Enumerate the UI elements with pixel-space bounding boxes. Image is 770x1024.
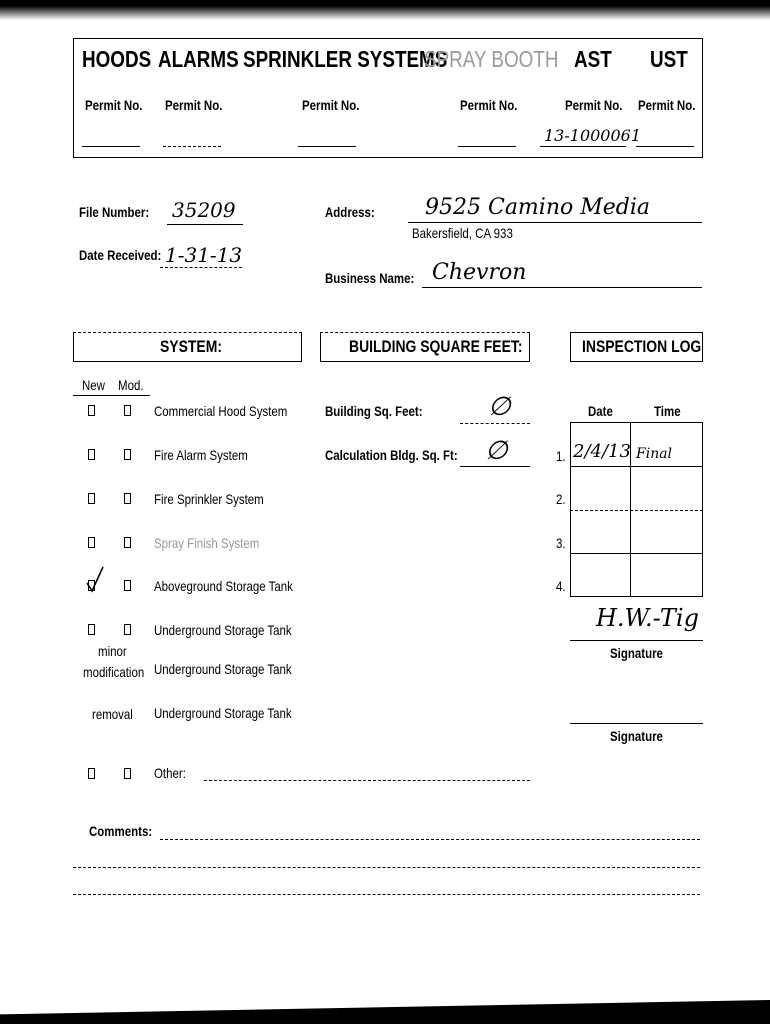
inspection-date-header: Date	[588, 403, 613, 419]
calc-bldg-sq-ft-value: ∅	[485, 436, 508, 466]
date-received-label: Date Received:	[79, 247, 162, 263]
hoods-permit-line[interactable]	[82, 146, 140, 147]
inspection-section-title: INSPECTION LOG	[582, 337, 702, 356]
signature2-label: Signature	[610, 728, 663, 744]
business-name-value: Chevron	[432, 260, 527, 285]
address-city: Bakersfield, CA 933	[412, 225, 513, 241]
system-item: Fire Sprinkler System	[154, 491, 264, 507]
signature-line[interactable]	[570, 640, 703, 641]
address-label: Address:	[325, 204, 375, 220]
system-item: Aboveground Storage Tank	[154, 578, 293, 594]
inspection-row-num: 4.	[556, 578, 566, 594]
signature-label: Signature	[610, 645, 663, 661]
removal-label: removal	[92, 706, 133, 722]
new-checkbox[interactable]	[88, 768, 95, 779]
new-checkbox[interactable]	[88, 405, 95, 416]
building-sq-feet-label: Building Sq. Feet:	[325, 403, 423, 419]
file-number-value: 35209	[172, 198, 236, 222]
ast-title: AST	[574, 46, 612, 72]
comments-line[interactable]	[73, 867, 700, 868]
building-section-title: BUILDING SQUARE FEET:	[349, 337, 523, 356]
inspection-row-num: 3.	[556, 535, 566, 551]
new-checkbox[interactable]	[88, 537, 95, 548]
new-column-label: New	[82, 377, 105, 393]
sprinkler-permit-line[interactable]	[298, 146, 356, 147]
system-item: Spray Finish System	[154, 535, 260, 551]
system-item: Underground Storage Tank	[154, 661, 292, 677]
address-line[interactable]	[408, 222, 702, 223]
inspector-signature: H.W.-Tig	[596, 604, 699, 632]
new-checkbox[interactable]	[88, 449, 95, 460]
calc-bldg-sq-ft-line[interactable]	[460, 466, 530, 467]
business-name-label: Business Name:	[325, 270, 415, 286]
signature2-line[interactable]	[570, 723, 703, 724]
new-checkbox[interactable]	[88, 493, 95, 504]
mod-checkbox[interactable]	[124, 493, 131, 504]
scan-border-bottom	[0, 1000, 770, 1024]
system-item: Fire Alarm System	[154, 447, 248, 463]
alarms-title: ALARMS	[158, 46, 239, 72]
building-sq-feet-line[interactable]	[460, 423, 530, 424]
business-name-line[interactable]	[422, 287, 702, 288]
spray-booth-title: SPRAY BOOTH	[424, 46, 559, 72]
mod-checkbox[interactable]	[124, 405, 131, 416]
ust-permit-label: Permit No.	[638, 97, 696, 113]
sprinkler-permit-label: Permit No.	[302, 97, 360, 113]
checkmark-icon	[84, 565, 106, 595]
comments-line[interactable]	[160, 839, 700, 840]
file-number-line[interactable]	[167, 224, 243, 225]
hoods-title: HOODS	[82, 46, 152, 72]
ust-title: UST	[650, 46, 688, 72]
inspection-row-num: 1.	[556, 448, 566, 464]
spray-booth-permit-label: Permit No.	[460, 97, 518, 113]
other-label: Other:	[154, 765, 186, 781]
modification-label: modification	[83, 664, 145, 680]
comments-line[interactable]	[73, 894, 700, 895]
sprinkler-systems-title: SPRINKLER SYSTEMS	[243, 46, 448, 72]
inspection-row-num: 2.	[556, 491, 566, 507]
alarms-permit-line[interactable]	[163, 146, 221, 147]
ast-permit-label: Permit No.	[565, 97, 623, 113]
mod-checkbox[interactable]	[124, 580, 131, 591]
date-received-line[interactable]	[160, 267, 242, 268]
alarms-permit-label: Permit No.	[165, 97, 223, 113]
building-sq-feet-value: ∅	[488, 392, 511, 422]
mod-checkbox[interactable]	[124, 537, 131, 548]
system-item: Underground Storage Tank	[154, 622, 292, 638]
inspection-row-divider	[570, 553, 703, 554]
other-line[interactable]	[204, 780, 530, 781]
inspection-time-header: Time	[654, 403, 681, 419]
file-number-label: File Number:	[79, 204, 150, 220]
system-item: Underground Storage Tank	[154, 705, 292, 721]
new-mod-underline	[73, 395, 150, 396]
system-item: Commercial Hood System	[154, 403, 288, 419]
spray-booth-permit-line[interactable]	[458, 146, 516, 147]
mod-checkbox[interactable]	[124, 768, 131, 779]
new-checkbox[interactable]	[88, 624, 95, 635]
inspection-row-divider	[570, 466, 703, 467]
calc-bldg-sq-ft-label: Calculation Bldg. Sq. Ft:	[325, 447, 458, 463]
inspection-row-divider	[570, 510, 703, 511]
comments-label: Comments:	[89, 823, 153, 839]
ast-permit-value: 13-1000061	[544, 126, 642, 145]
mod-checkbox[interactable]	[124, 624, 131, 635]
hoods-permit-label: Permit No.	[85, 97, 143, 113]
scan-border-top	[0, 0, 770, 20]
address-value: 9525 Camino Media	[425, 195, 651, 220]
system-section-title: SYSTEM:	[160, 337, 222, 356]
ust-permit-line[interactable]	[636, 146, 694, 147]
date-received-value: 1-31-13	[165, 243, 243, 267]
inspection-time-cell[interactable]: Final	[636, 446, 673, 462]
minor-label: minor	[98, 643, 127, 659]
mod-column-label: Mod.	[118, 377, 144, 393]
inspection-date-cell[interactable]: 2/4/13	[573, 441, 631, 462]
mod-checkbox[interactable]	[124, 449, 131, 460]
ast-permit-line[interactable]	[540, 146, 626, 147]
